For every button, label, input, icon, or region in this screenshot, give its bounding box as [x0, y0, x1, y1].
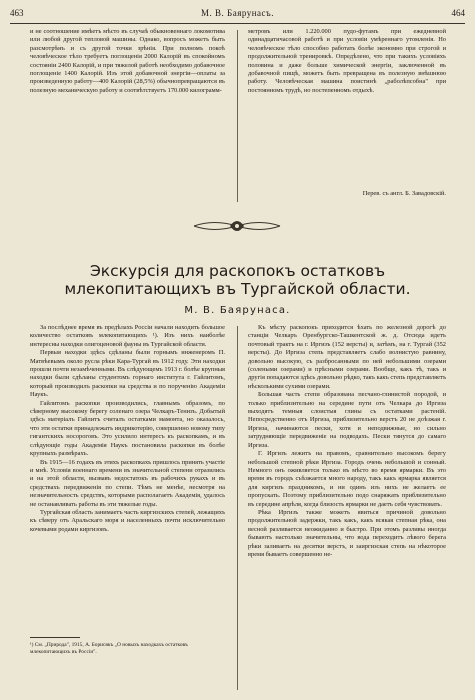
column-divider: [237, 30, 238, 202]
paragraph: Къ мѣсту раскопокъ приходится ѣхать по железной дорогѣ до станціи Челкаръ Оренбургско-Ташкентской ж. д. Отсюда идетъ почтовый трактъ на г. Иргизъ (152 версты) и, затѣмъ, на г. Тургай (352 версты). До Иргиза степь представляетъ слабо волнистую равнину, довольно высокую, съ разбросанными по ней небольшими озерами (солеными озерами) и прѣсными озерами. Вообще, какъ тѣ, такъ и другія попадаются здѣсь довольно рѣдко, такъ какъ степь представляетъ нѣсколькими сухими озерами.: [248, 324, 446, 390]
translator-signature: Перев. съ англ. Б. Завадовскій.: [362, 190, 446, 197]
top-left-column: [30, 28, 225, 200]
footnote: ¹) См. „Природа", 1915, А. Борисякъ „О новыхъ находкахъ остатковъ млекопитающихъ въ Россіи".: [30, 642, 188, 655]
paragraph: Гайлитомъ раскопки производились, главнымъ образомъ, по сѣверному высокому берегу соленаго озера Челкаръ-Тенизъ. Добытый здѣсь матеріалъ Гайлитъ считалъ остатками мамонта, но оказалось, что эти остатки принадлежатъ индрикотерію, совершенно новому типу гигантскихъ носороговъ. Это усилило интересъ къ раскопкамъ, и въ слѣдующіе годы Академія Наукъ постановила раскопки въ болѣе крупныхъ размѣрахъ.: [30, 399, 225, 458]
page-number-right: 464: [451, 8, 465, 18]
bottom-left-column: [30, 324, 225, 634]
bottom-right-column: [248, 324, 446, 694]
article-author: М. В. Баярунаса.: [184, 305, 291, 316]
article-title: Экскурсія для раскопокъ остатковъ млекопитающихъ въ Тургайской области.: [64, 262, 411, 298]
paragraph: метровъ или 1.220.000 пудо-футамъ при ежедневной одинадцатичасовой работѣ и при условіи умѣреннаго утомленія. Но человѣческое тѣло способно работать болѣе экономно при строгой и продолжительной тренировкѣ. Опредѣлено, что при такихъ условіяхъ половина и даже больше химической энергіи, заключенной въ добавочной пищѣ, можетъ быть превращена въ полезную внѣшнюю работу. Человѣческая машина поистинѣ „раболѣпсобна" при постоянномъ трудѣ, но постепенномъ отдыхѣ.: [248, 28, 446, 94]
paragraph: Г. Иргизъ лежитъ на правомъ, сравнительно высокомъ берегу небольшой степной рѣки Иргиза. Городъ очень небольшой и сонный. Немного онъ оживляется только въ мѣсто во время ярмарки. Въ это время въ городъ съѣзжается много народу, такъ какъ ярмарка является для киргизъ праздникомъ, и ни одинъ изъ нихъ не желаетъ ее пропускать. Поэтому приблизительно подо снаряжать приблизительно въ середине апрѣля, когда близость ярмарки не даетъ себя чувствовать.: [248, 450, 446, 508]
paragraph: За послѣднее время въ предѣлахъ Россіи начали находить большое количество остатковъ млекопитающихъ ¹). Изъ нихъ наиболѣе интересны находки олигоценовой фауны въ Тургайской области.: [30, 324, 225, 348]
top-right-column: [248, 28, 446, 188]
paragraph: Первыя находки здѣсь сдѣланы были горнымъ инженеромъ П. Матвѣевымъ около русла рѣки Кара-Тургай въ 1912 году. Эти находки прошли почти незамѣченными. Въ слѣдующемъ 1913 г. болѣе крупныя находки были сдѣланы студентомъ горнаго института г. Гайлитомъ, который производилъ раскопки на средства и по порученію Академіи Наукъ.: [30, 349, 225, 399]
page-number-left: 463: [10, 8, 24, 18]
ornament-divider: [192, 215, 282, 237]
paragraph: и не соотношение имѣетъ мѣсто въ случаѣ обыкновеннаго локомотива или любой другой тепловой машины. Однако, вопросъ можетъ быть разсмотрѣнъ и съ другой точки зрѣнія. При полномъ покоѣ человѣческое тѣло требуетъ поглощенія 2000 Калорій въ спокойномъ состояніи 2400 Калорій, и при тяжелой работѣ необходимо добавочное поглощеніе 1400 Калорій. Изъ этой добавочной энергіи—оплаты за произведенную работу—400 Калорій (28,5%) обычнопревращаются въ полезную механическую работу и соотвѣтствуетъ 170.000 килограмм-: [30, 28, 225, 94]
paragraph: Большая часть степи образована песчано-глинистой породой, и только приблизительно на середине пути отъ Челкара до Иргиза выходятъ темныя слоистыя глины съ остатками растеній. Непосредственно отъ Иргиза, приблизительно верстъ 20 не доѣзжая г. Иргиза, начинаются пески, хотя и неподвижные, но сильно затрудняющіе передвиженіе на подводахъ. Пески тянутся до самаго Иргиза.: [248, 391, 446, 449]
column-divider: [237, 326, 238, 690]
footnote-rule: [30, 637, 80, 638]
header-rule: [10, 23, 465, 24]
paragraph: Въ 1915—16 годахъ въ этихъ раскопкахъ пришлось принять участіе и мнѣ. Условія военнаго времени въ значительной степени отразились и на этой области, вызвавъ недостатокъ въ рабочихъ рукахъ и въ средствахъ передвиженія по степи. Тѣмъ не менѣе, несмотря на незначительность средствъ, которыми располагаетъ Академія, удалось не останавливать работы въ эти тяжелые годы.: [30, 458, 225, 508]
paragraph: Рѣка Иргизъ также можетъ явиться причиной довольно продолжительной задержки, такъ какъ, какъ всякая степная рѣка, она весной разливается неожиданно и быстро. При этомъ разливы иногда бываютъ настолько значительны, что вода переходитъ лѣвого берега рѣки заливаетъ на десятки верстъ, и заиргизская степь на нѣкоторое время бываетъ совершенно не-: [248, 508, 446, 558]
paragraph: Тургайская область занимаетъ часть киргизскихъ степей, лежащихъ къ сѣверу отъ Аральскаго моря и населенныхъ почти исключительно кочевыми родами киргизовъ.: [30, 508, 225, 533]
running-title: М. В. Баярунасъ.: [201, 8, 274, 18]
page-header: [10, 6, 465, 22]
